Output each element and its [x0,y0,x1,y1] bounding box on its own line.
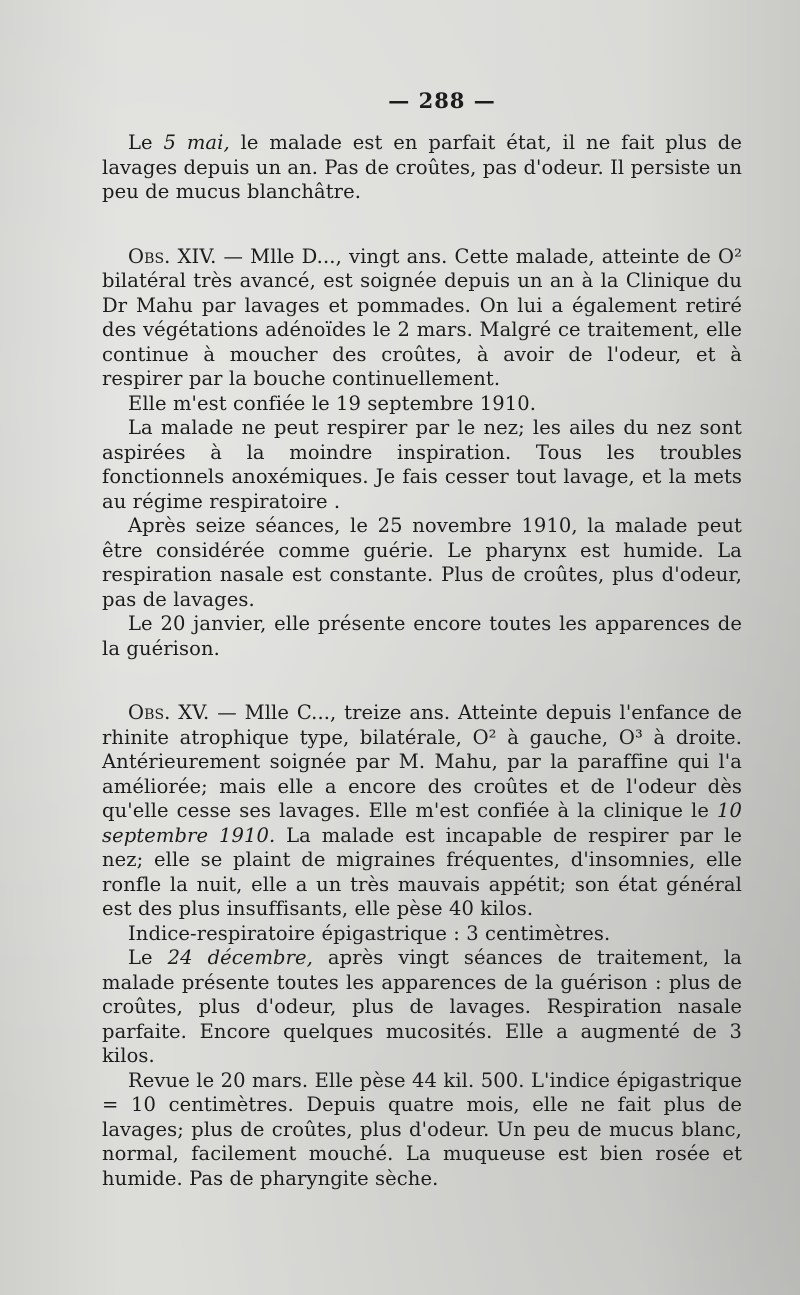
body-text [102,131,742,1191]
observation-heading: Obs. XV. [128,701,210,724]
text-run: 10 septembre 1910. [102,799,742,847]
text-run: Revue le 20 mars. Elle pèse 44 kil. 500. L'indice épigastrique = 10 centimètres. Depuis quatre mois, elle ne fait plus de lavages; plus de croûtes, plus d'odeur. Un peu de mucus blanc, normal, facilement mouché. La muqueuse est bien rosée et humide. Pas de pharyngite sèche. [102,1068,742,1190]
paragraph [102,922,742,947]
text-run: après vingt séances de traitement, la malade présente toutes les apparences de la guérison : plus de croûtes, plus d'odeur, plus de lavages. Respiration nasale parfaite. Encore quelques mucosités. Elle a augmenté de 3 kilos. [102,946,742,1067]
paragraph [102,416,742,514]
paragraph [102,392,742,417]
page-number: — 288 — [388,88,496,113]
text-run: La malade ne peut respirer par le nez; les ailes du nez sont aspirées à la moindre inspiration. Tous les troubles fonctionnels anoxémiques. Je fais cesser tout lavage, et la mets au régime respiratoire . [102,416,742,513]
text-run: le malade est en parfait état, il ne fait plus de lavages depuis un an. Pas de croûtes, pas d'odeur. Il persiste un peu de mucus blanchâtre. [102,131,742,203]
text-run: Après seize séances, le 25 novembre 1910, la malade peut être considérée comme guérie. Le pharynx est humide. La respiration nasale est constante. Plus de croûtes, plus d'odeur, pas de lavages. [102,514,742,611]
paragraph [102,131,742,205]
paragraph [102,245,742,392]
text-run: — Mlle D..., vingt ans. Cette malade, atteinte de O² bilatéral très avancé, est soignée depuis un an à la Clinique du Dr Mahu par lavages et pommades. On lui a également retiré des végétations adénoïdes le 2 mars. Malgré ce traitement, elle continue à moucher des croûtes, à avoir de l'odeur, et à respirer par la bouche continuellement. [102,244,742,390]
paragraph [102,514,742,612]
paragraph [102,1069,742,1192]
text-run: La malade est incapable de respirer par le nez; elle se plaint de migraines fréquentes, d'insomnies, elle ronfle la nuit, elle a un très mauvais appétit; son état général est des plus insuffisants, elle pèse 40 kilos. [102,823,743,920]
paragraph [102,701,742,922]
text-run: 5 mai, [163,131,230,154]
text-run: 24 décembre, [167,946,313,969]
observation-heading: Obs. XIV. [128,244,217,268]
text-run: Le [128,131,164,154]
text-run: Le [128,946,168,969]
paragraph [102,946,742,1069]
text-run: Le 20 janvier, elle présente encore toutes les apparences de la guérison. [102,612,742,660]
text-run: — Mlle C..., treize ans. Atteinte depuis l'enfance de rhinite atrophique type, bilatérale, O² à gauche, O³ à droite. Antérieurement soignée par M. Mahu, par la paraffine qui l'a améliorée; mais elle a encore des croûtes et de l'odeur dès qu'elle cesse ses lavages. Elle m'est confiée à la clinique le [102,701,742,822]
paragraph [102,612,742,661]
text-run: Elle m'est confiée le 19 septembre 1910. [128,391,537,415]
text-run: Indice-respiratoire épigastrique : 3 centimètres. [128,921,611,945]
